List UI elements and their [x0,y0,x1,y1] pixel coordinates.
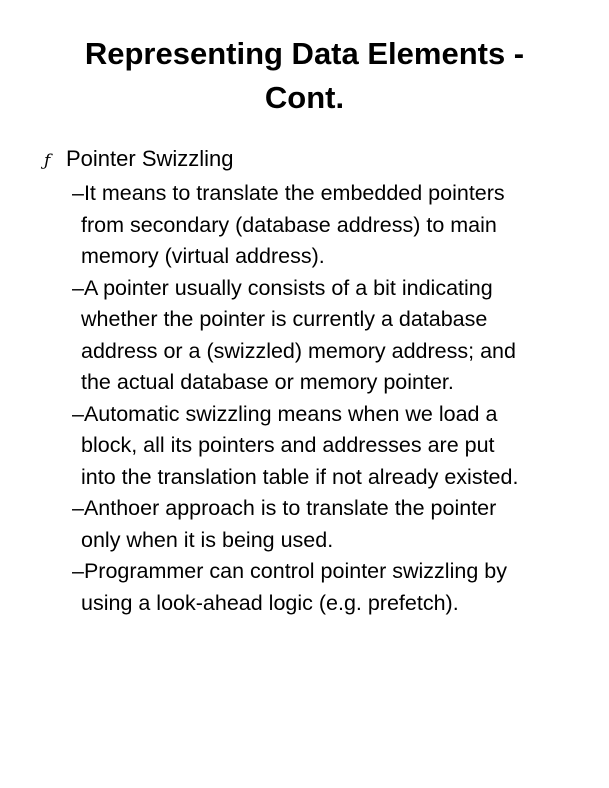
sub-bullet-line: into the translation table if not already existed. [81,464,519,489]
sub-bullet-line: memory (virtual address). [81,244,325,268]
sub-bullet-line: only when it is being used. [81,527,334,552]
sub-bullet-line: address or a (swizzled) memory address; and [81,338,516,363]
sub-bullet-line: –Anthoer approach is to translate the pointer [72,496,497,520]
sub-bullet-5 [72,556,602,619]
sub-bullet-3 [72,399,602,494]
sub-bullet-1 [72,178,602,273]
sub-bullet-list [72,178,602,619]
slide-title [20,32,589,120]
main-bullet-text: Pointer Swizzling [66,146,234,171]
sub-bullet-line: block, all its pointers and addresses are put [81,433,495,457]
sub-bullet-line: from secondary (database address) to main [81,212,497,237]
sub-bullet-4 [72,493,602,556]
sub-bullet-line: whether the pointer is currently a database [81,307,488,331]
sub-bullet-line: –A pointer usually consists of a bit indicating [72,275,493,300]
sub-bullet-2 [72,273,602,399]
sub-bullet-line: using a look-ahead logic (e.g. prefetch). [81,590,459,615]
main-bullet [44,145,234,175]
bullet-marker-icon: ƒ [44,151,51,171]
sub-bullet-line: the actual database or memory pointer. [81,370,454,394]
sub-bullet-line: –Automatic swizzling means when we load a [72,401,498,426]
sub-bullet-line: –It means to translate the embedded pointers [72,181,505,205]
sub-bullet-line: –Programmer can control pointer swizzling by [72,559,507,583]
slide-title-line-2: Cont. [264,80,345,115]
slide-title-line-1: Representing Data Elements - [84,36,525,71]
